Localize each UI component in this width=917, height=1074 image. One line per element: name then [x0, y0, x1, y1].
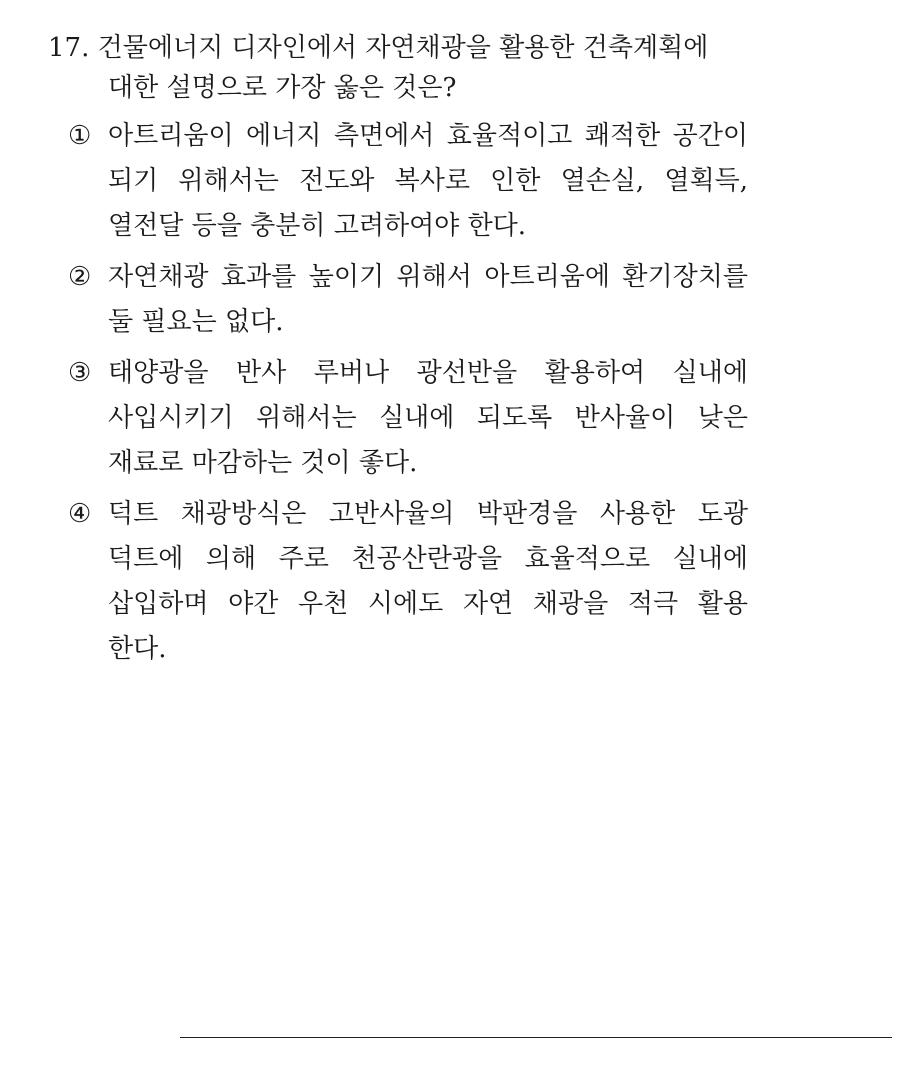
option-2-marker: ②	[68, 262, 92, 292]
option-1-line-1	[48, 114, 748, 159]
option-3-marker: ③	[68, 358, 92, 388]
option-3[interactable]	[48, 351, 748, 486]
option-4-marker: ④	[68, 499, 92, 529]
question-stem-line-2: 대한 설명으로 가장 옳은 것은?	[108, 73, 457, 103]
option-3-text-1: 태양광을 반사 루버나 광선반을 활용하여 실내에	[108, 358, 748, 388]
option-3-line-3: 재료로 마감하는 것이 좋다.	[108, 448, 418, 478]
option-1-line-2: 되기 위해서는 전도와 복사로 인한 열손실, 열획득,	[108, 166, 748, 196]
footer-divider	[180, 1037, 892, 1038]
option-3-line-1	[48, 351, 748, 396]
option-2-line-2: 둘 필요는 없다.	[108, 307, 284, 337]
option-2-text-1: 자연채광 효과를 높이기 위해서 아트리움에 환기장치를	[108, 262, 748, 292]
question-number: 17.	[48, 33, 90, 63]
option-3-line-2: 사입시키기 위해서는 실내에 되도록 반사율이 낮은	[108, 403, 748, 433]
option-1-text-1: 아트리움이 에너지 측면에서 효율적이고 쾌적한 공간이	[108, 121, 748, 151]
question-stem-text-1: 건물에너지 디자인에서 자연채광을 활용한 건축계획에	[97, 33, 709, 63]
option-4-line-2: 덕트에 의해 주로 천공산란광을 효율적으로 실내에	[108, 544, 748, 574]
option-4-text-1: 덕트 채광방식은 고반사율의 박판경을 사용한 도광	[108, 499, 748, 529]
option-2[interactable]	[48, 255, 748, 345]
option-4[interactable]	[48, 492, 748, 672]
option-4-line-1	[48, 492, 748, 537]
option-1-line-3: 열전달 등을 충분히 고려하여야 한다.	[108, 211, 527, 241]
option-2-line-1	[48, 255, 748, 300]
option-1-marker: ①	[68, 121, 92, 151]
option-1[interactable]	[48, 114, 748, 249]
question-stem-line-1	[48, 28, 748, 68]
question-block	[48, 28, 748, 672]
option-4-line-4: 한다.	[108, 634, 167, 664]
option-4-line-3: 삽입하며 야간 우천 시에도 자연 채광을 적극 활용	[108, 589, 748, 619]
